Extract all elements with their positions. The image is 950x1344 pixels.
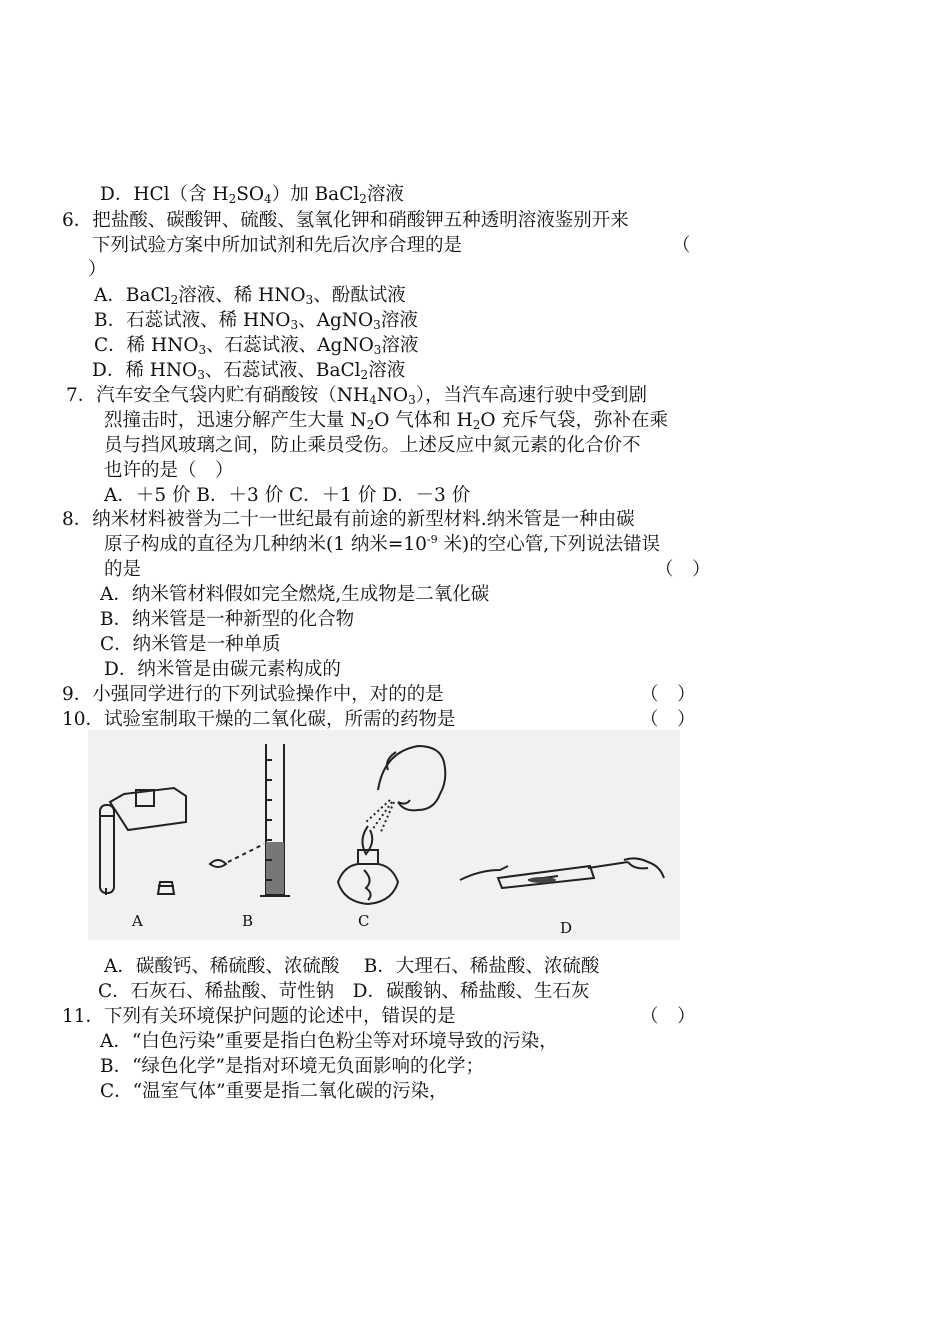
q6-answer-paren-open: （: [672, 235, 691, 256]
q8-stem-line-2: 原子构成的直径为几种纳米(1 纳米$=10^{-9}$ 米)的空心管,下列说法错误: [104, 533, 661, 555]
q6-option-d: D．稀 $HNO_3$、石蕊试液、BaCl$_2$溶液: [92, 360, 406, 382]
figure-label-c: C: [358, 912, 370, 930]
q11-option-b: B．“绿色化学”是指对环境无负面影响的化学；: [100, 1056, 485, 1077]
q11-option-c: C．“温室气体”重要是指二氧化碳的污染，: [100, 1081, 448, 1102]
q6-option-c: C．稀 $HNO_3$、石蕊试液、AgNO$_3$溶液: [94, 335, 419, 357]
q6-option-a: A．BaCl$_2$溶液、稀 $HNO_3$、酚酞试液: [94, 285, 406, 307]
figure-d-heating-icon: [460, 858, 664, 888]
figure-a-pouring-icon: [100, 788, 186, 895]
q9-answer-paren: （ ）: [640, 684, 696, 705]
figure-label-b: B: [242, 912, 254, 930]
figure-label-d: D: [560, 919, 573, 937]
q6-answer-paren-close: ）: [88, 259, 107, 280]
q8-option-a: A．纳米管材料假如完全燃烧,生成物是二氧化碳: [100, 584, 490, 605]
q7-stem-line-2: 烈撞击时，迅速分解产生大量 $N_2O$ 气体和 $H_2O$ 充斥气袋，弥补在乘: [104, 410, 668, 432]
q7-options: A．＋5 价 B．＋3 价 C．＋1 价 D．－3 价: [104, 485, 471, 506]
q8-option-d: D．纳米管是由碳元素构成的: [104, 659, 341, 680]
q8-option-b: B．纳米管是一种新型的化合物: [100, 609, 355, 630]
q8-answer-paren: （ ）: [655, 559, 711, 580]
lab-operations-figure: [88, 730, 680, 940]
q6-stem-line-2: 下列试验方案中所加试剂和先后次序合理的是: [92, 235, 463, 256]
q10-options-ab: A．碳酸钙、稀硫酸、浓硫酸 B．大理石、稀盐酸、浓硫酸: [104, 956, 600, 977]
q10-options-cd: C．石灰石、稀盐酸、苛性钠 D．碳酸钠、稀盐酸、生石灰: [98, 981, 590, 1002]
q6-option-b: B．石蕊试液、稀 $HNO_3$、AgNO$_3$溶液: [94, 310, 418, 332]
q11-stem: 11．下列有关环境保护问题的论述中，错误的是: [62, 1006, 456, 1027]
figure-c-lamp-icon: [338, 746, 445, 904]
q8-option-c: C．纳米管是一种单质: [100, 634, 281, 655]
q10-stem: 10．试验室制取干燥的二氧化碳，所需的药物是: [62, 709, 456, 730]
q9-stem: 9．小强同学进行的下列试验操作中，对的的是: [62, 684, 444, 705]
figure-label-a: A: [132, 912, 143, 930]
q5-option-d: D．HCl（含 $H_2SO_4$）加 BaCl$_2$溶液: [100, 184, 404, 206]
figure-b-cylinder-icon: [210, 744, 290, 896]
q7-stem-line-3: 员与挡风玻璃之间，防止乘员受伤。上述反应中氮元素的化合价不: [104, 435, 641, 456]
q10-answer-paren: （ ）: [640, 709, 696, 730]
q11-option-a: A．“白色污染”重要是指白色粉尘等对环境导致的污染，: [100, 1031, 558, 1052]
q6-stem-line-1: 6．把盐酸、碳酸钾、硫酸、氢氧化钾和硝酸钾五种透明溶液鉴别开来: [62, 210, 629, 231]
q8-stem-line-3: 的是: [104, 559, 142, 580]
q7-stem-line-4: 也许的是（ ）: [104, 460, 234, 481]
q7-stem-line-1: 7．汽车安全气袋内贮有硝酸铵$(NH_4NO_3)$，当汽车高速行驶中受到剧: [66, 385, 647, 407]
q11-answer-paren: （ ）: [640, 1006, 696, 1027]
q8-stem-line-1: 8．纳米材料被誉为二十一世纪最有前途的新型材料.纳米管是一种由碳: [62, 509, 635, 530]
